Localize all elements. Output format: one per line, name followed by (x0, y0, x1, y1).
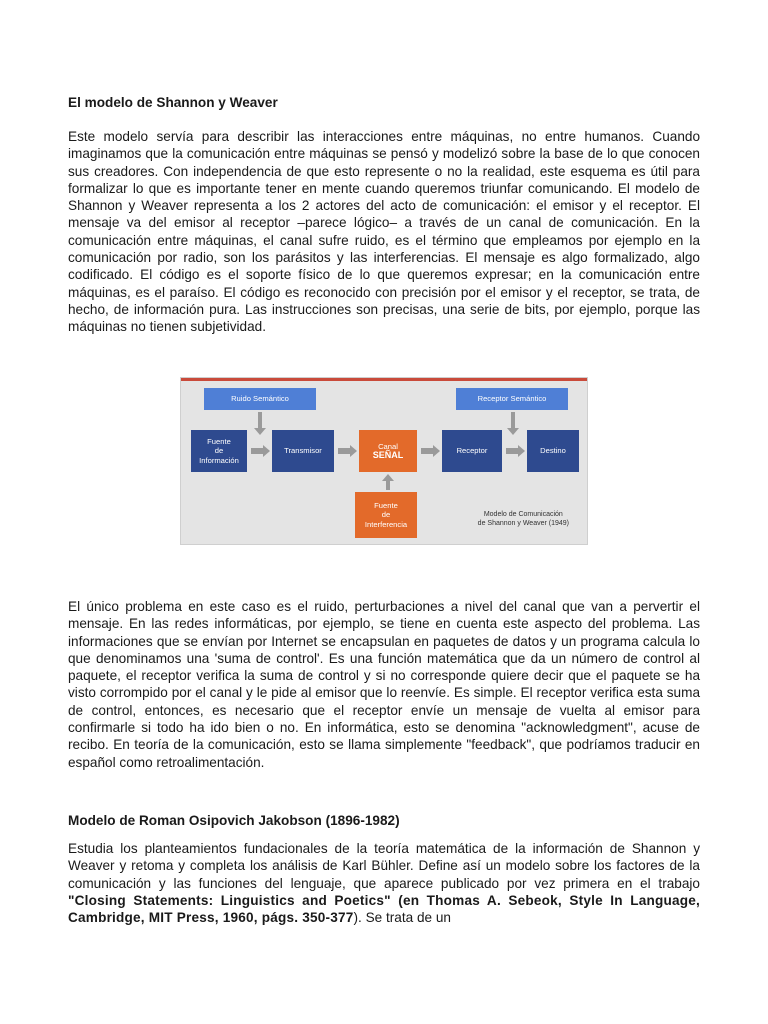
interferencia-line3: Interferencia (364, 519, 408, 529)
interferencia-line2: de (381, 510, 391, 520)
interferencia-line1: Fuente (374, 501, 398, 511)
arrow-down-ruido-shaft (258, 412, 262, 428)
canal-line1: Canal (378, 441, 398, 451)
fuente-informacion-box (191, 430, 247, 472)
jakobson-citation: "Closing Statements: Linguistics and Poetics" (en Thomas A. Sebeok, Style In Language, Cambridge, MIT Press, 1960, págs. 350-377 (68, 892, 700, 926)
paragraph-ruido: El único problema en este caso es el ruido, perturbaciones a nivel del canal que van a pervertir el mensaje. En las redes informáticas, por ejemplo, se tiene en cuenta este aspecto del problema. Las informaciones que se envían por Internet se encapsulan en paquetes de datos y un programa calcula lo que denominamos una 'suma de control'. Es una función matemática que da un número de control al paquete, el receptor verifica la suma de control y si no corresponde quiere decir que el paquete se ha visto corrompido por el canal y le pide al emisor que lo reenvíe. Es simple. El receptor verifica esta suma de control, entonces, es necesario que el receptor envíe un mensaje de vuelta al emisor para confirmarle si todo ha ido bien o no. En informática, esto se denomina "acknowledgment", acuse de recibo. En teoría de la comunicación, esto se llama simplemente "feedback", que podríamos traducir en español como retroalimentación. (68, 599, 700, 770)
transmisor-label: Transmisor (284, 446, 322, 456)
arrow-right-3-shaft (421, 448, 433, 454)
arrow-down-receptor-head (507, 428, 519, 435)
fuente-line3: Información (199, 455, 239, 465)
ruido-semantico-label: Ruido Semántico (231, 394, 289, 404)
fuente-line2: de (214, 446, 224, 456)
arrow-down-receptor-shaft (511, 412, 515, 428)
section-title-shannon-weaver: El modelo de Shannon y Weaver (68, 95, 278, 110)
caption-line1: Modelo de Comunicación (483, 511, 563, 518)
receptor-semantico-label: Receptor Semántico (477, 394, 547, 404)
arrow-interference-shaft (386, 480, 390, 490)
diagram-caption (478, 510, 569, 528)
receptor-label: Receptor (456, 446, 488, 456)
canal-senal-box (359, 430, 417, 472)
ruido-semantico-box (204, 388, 316, 410)
destino-box (527, 430, 579, 472)
arrow-down-ruido-head (254, 428, 266, 435)
arrow-right-2-head (350, 445, 357, 457)
arrow-interference-head (382, 474, 394, 481)
caption-line2: de Shannon y Weaver (1949) (477, 520, 569, 527)
section-title-jakobson: Modelo de Roman Osipovich Jakobson (1896-1982) (68, 813, 400, 828)
canal-line2: SEÑAL (372, 450, 404, 460)
arrow-right-4-shaft (506, 448, 518, 454)
paragraph-jakobson (68, 840, 700, 926)
jakobson-text-end: ). Se trata de un (353, 910, 451, 926)
shannon-weaver-diagram (180, 377, 588, 545)
receptor-box (442, 430, 502, 472)
jakobson-text-start: Estudia los planteamientos fundacionales de la teoría matemática de la información de Shannon y Weaver y retoma y completa los análisis de Karl Bühler. Define así un modelo sobre los factores de la comunicación y las funciones del lenguaje, que aparece publicado por vez primera en el trabajo (68, 841, 700, 891)
arrow-right-4-head (518, 445, 525, 457)
fuente-line1: Fuente (207, 437, 231, 447)
paragraph-shannon-weaver: Este modelo servía para describir las interacciones entre máquinas, no entre humanos. Cuando imaginamos que la comunicación entre máquinas se pensó y modelizó sobre la base de lo que conocen sus creadores. Con independencia de que esto represente o no la realidad, este esquema es útil para formalizar lo que es importante tener en mente cuando queremos triunfar comunicando. El modelo de Shannon y Weaver representa a los 2 actores del acto de comunicación: el emisor y el receptor. El mensaje va del emisor al receptor –parece lógico– a través de un canal de comunicación. En la comunicación entre máquinas, el canal sufre ruido, es el término que empleamos por ejemplo en la comunicación por radio, son los parásitos y las interferencias. El mensaje es algo formalizado, algo codificado. El código es el soporte físico de lo que queremos expresar; en la comunicación entre máquinas, es el paraíso. El código es reconocido con precisión por el emisor y el receptor, se trata, de hecho, de información pura. Las instrucciones son precisas, una serie de bits, por ejemplo, porque las máquinas no tienen subjetividad. (68, 129, 700, 335)
arrow-right-1-head (263, 445, 270, 457)
arrow-right-1-shaft (251, 448, 263, 454)
fuente-interferencia-box (355, 492, 417, 538)
arrow-right-3-head (433, 445, 440, 457)
diagram-top-band (181, 378, 587, 381)
arrow-right-2-shaft (338, 448, 350, 454)
transmisor-box (272, 430, 334, 472)
receptor-semantico-box (456, 388, 568, 410)
destino-label: Destino (540, 446, 566, 456)
